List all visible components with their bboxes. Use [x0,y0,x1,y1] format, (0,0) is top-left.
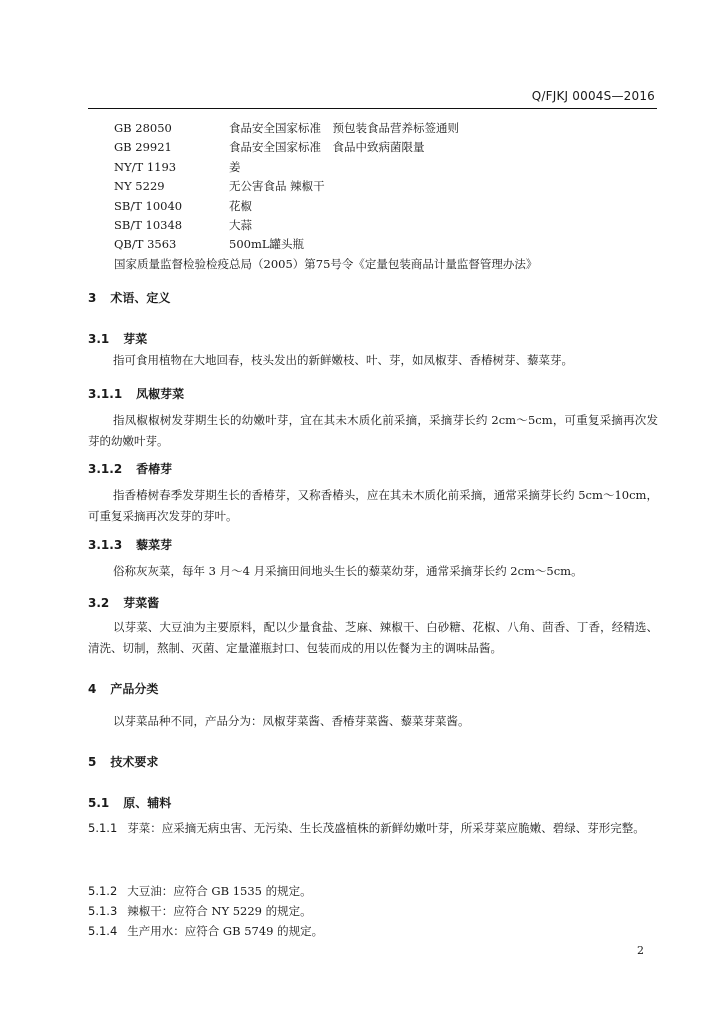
reference-code: GB 28050 [114,121,172,135]
section-text-3-1: 指可食用植物在大地回春，枝头发出的新鲜嫩枝、叶、芽，如凤椒芽、香椿树芽、藜菜芽。 [113,353,573,367]
section-title: 香椿芽 [136,462,173,476]
reference-title: 500mL罐头瓶 [229,237,304,252]
reference-title: 姜 [229,159,241,174]
item-text: 芽菜：应采摘无病虫害、无污染、生长茂盛植株的新鲜幼嫩叶芽，所采芽菜应脆嫩、碧绿、芽形完整。 [127,821,645,835]
section-number: 3.2 [88,596,110,610]
section-heading-3-1-1 [88,385,184,402]
reference-extra: 国家质量监督检验检疫总局（2005）第75号令《定量包装商品计量监督管理办法》 [114,256,538,271]
section-text-3-2: 以芽菜、大豆油为主要原料，配以少量食盐、芝麻、辣椒干、白砂糖、花椒、八角、茴香、丁香，经精选、清洗、切制，熬制、灭菌、定量灌瓶封口、包装而成的用以佐餐为主的调味品酱。 [88,620,658,655]
item-text: 生产用水：应符合 GB 5749 的规定。 [127,924,324,938]
section-title: 芽菜 [123,332,148,346]
section-number: 5.1 [88,796,110,810]
section-title: 原、辅料 [123,796,172,810]
section-number: 3 [88,291,97,305]
section-number: 3.1.2 [88,462,123,476]
reference-row [114,138,537,157]
reference-title: 大蒜 [229,218,252,233]
item-number: 5.1.3 [88,904,118,918]
reference-title: 食品安全国家标准 食品中致病菌限量 [229,140,425,155]
section-heading-3-1-3 [88,536,172,553]
reference-code: SB/T 10040 [114,198,183,213]
reference-row [114,177,537,196]
reference-row [114,235,537,254]
reference-code: GB 29921 [114,140,172,155]
reference-row [114,216,537,235]
reference-row [114,119,537,138]
header-rule [88,108,657,109]
section-heading-3 [88,289,170,306]
reference-title: 无公害食品 辣椒干 [229,179,325,194]
section-number: 3.1 [88,332,110,346]
section-heading-3-2 [88,594,159,611]
reference-title: 花椒 [229,198,252,213]
section-heading-4 [88,680,158,697]
reference-row [114,158,537,177]
document-id: Q/FJKJ 0004S—2016 [531,89,655,103]
section-title: 芽菜酱 [123,596,160,610]
section-heading-3-1 [88,330,147,347]
section-heading-5 [88,753,158,770]
reference-title: 食品安全国家标准 预包装食品营养标签通则 [229,121,459,135]
section-text-4: 以芽菜品种不同，产品分为：凤椒芽菜酱、香椿芽菜酱、藜菜芽菜酱。 [113,714,470,728]
section-text-3-1-2: 指香椿树春季发芽期生长的香椿芽，又称香椿头，应在其未木质化前采摘，通常采摘芽长约 5cm～10cm，可重复采摘再次发芽的芽叶。 [88,488,658,523]
reference-code: SB/T 10348 [114,218,183,233]
reference-code: NY/T 1193 [114,159,177,174]
section-number: 5 [88,755,97,769]
reference-row [114,197,537,216]
section-title: 产品分类 [110,682,159,696]
section-heading-3-1-2 [88,460,172,477]
section-title: 藜菜芽 [136,538,173,552]
reference-list [114,119,537,274]
item-number: 5.1.2 [88,884,118,898]
section-number: 3.1.3 [88,538,123,552]
section-title: 凤椒芽菜 [136,387,185,401]
section-text-3-1-1: 指凤椒椒树发芽期生长的幼嫩叶芽，宜在其未木质化前采摘，采摘芽长约 2cm～5cm，可重复采摘再次发芽的幼嫩叶芽。 [88,413,658,448]
item-text: 辣椒干：应符合 NY 5229 的规定。 [127,904,312,918]
item-text: 大豆油：应符合 GB 1535 的规定。 [127,884,312,898]
section-title: 术语、定义 [110,291,171,305]
item-number: 5.1.4 [88,924,118,938]
list-item [88,921,658,942]
section-text-3-1-3: 俗称灰灰菜，每年 3 月～4 月采摘田间地头生长的藜菜幼芽，通常采摘芽长约 2cm～5cm。 [113,564,583,578]
list-item [88,901,658,922]
section-number: 4 [88,682,97,696]
reference-code: NY 5229 [114,179,165,194]
section-title: 技术要求 [110,755,159,769]
page-number: 2 [637,944,644,957]
list-item [88,881,658,902]
item-number: 5.1.1 [88,821,118,835]
list-item [88,818,658,839]
reference-code: QB/T 3563 [114,237,177,252]
section-heading-5-1 [88,794,171,811]
section-number: 3.1.1 [88,387,123,401]
